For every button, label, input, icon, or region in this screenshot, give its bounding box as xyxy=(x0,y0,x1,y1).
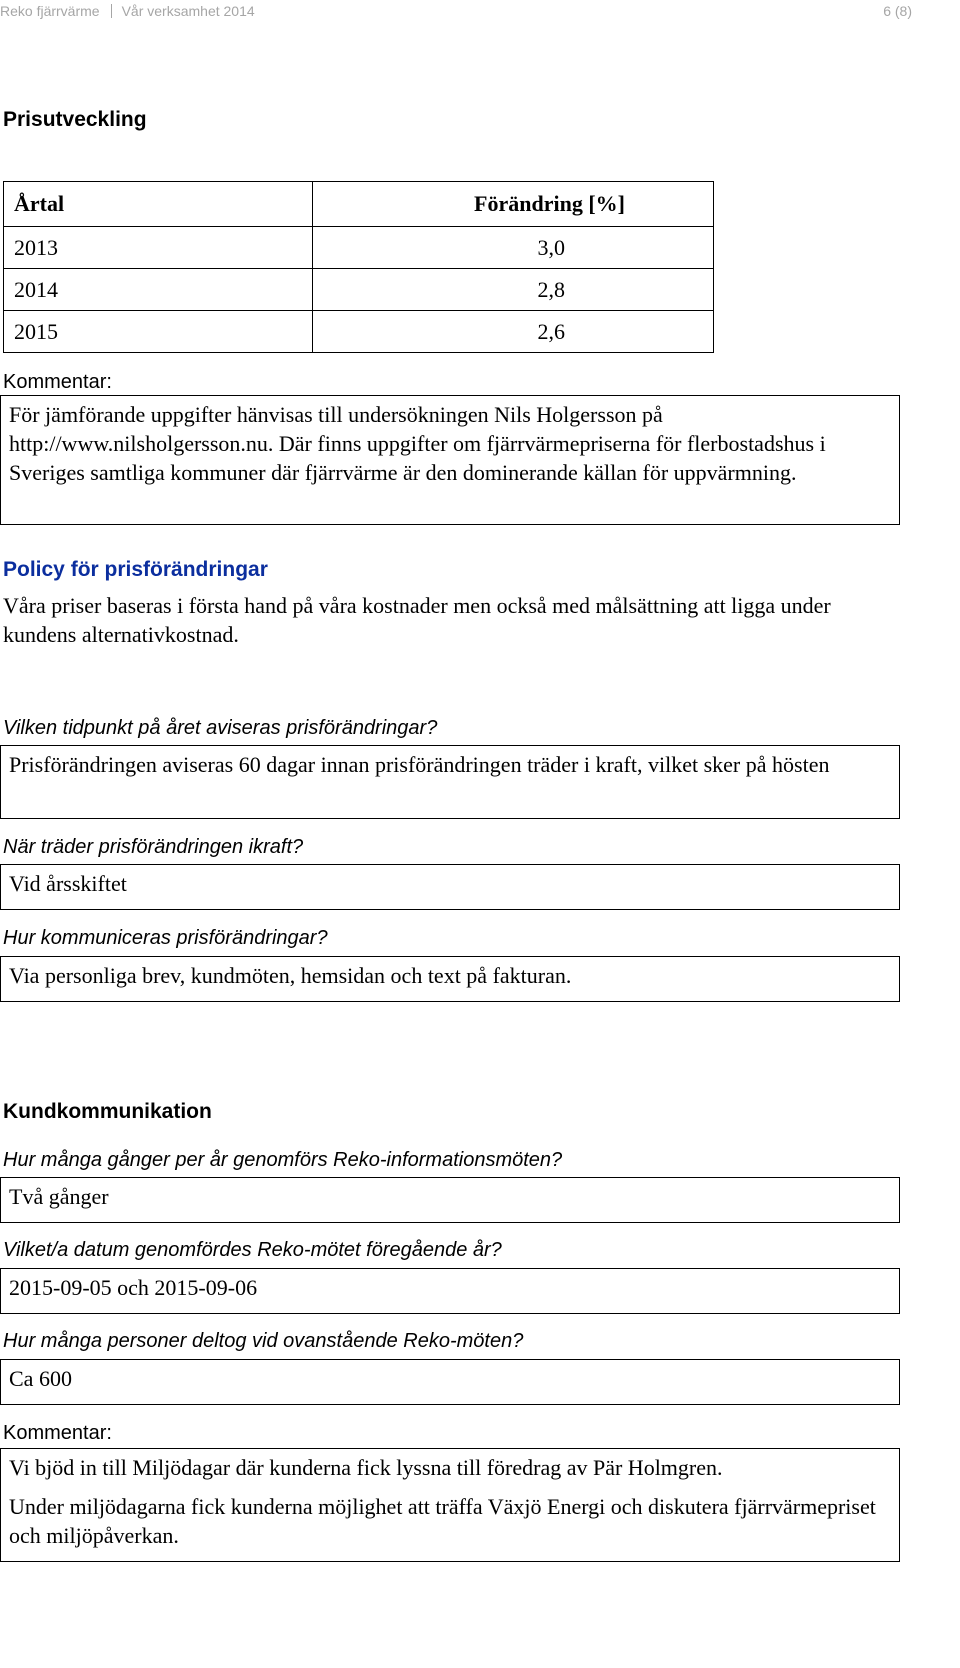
section-heading-prisutveckling: Prisutveckling xyxy=(3,108,147,131)
answer-box-attendance xyxy=(0,1359,900,1405)
answer-text: Ca 600 xyxy=(9,1366,72,1391)
section-heading-policy: Policy för prisförändringar xyxy=(3,558,268,581)
question-attendance: Hur många personer deltog vid ovanstående Reko-möten? xyxy=(3,1330,524,1352)
column-header-year: Årtal xyxy=(4,182,313,227)
cell-change: 2,6 xyxy=(313,311,714,353)
cell-year: 2014 xyxy=(4,269,313,311)
question-meeting-dates: Vilket/a datum genomfördes Reko-mötet föregående år? xyxy=(3,1239,502,1261)
section-heading-kundkommunikation: Kundkommunikation xyxy=(3,1100,212,1123)
table-header-row xyxy=(4,182,714,227)
question-meetings-per-year: Hur många gånger per år genomförs Reko-informationsmöten? xyxy=(3,1149,563,1171)
header-company: Reko fjärrvärme xyxy=(0,3,100,19)
page-header xyxy=(0,3,255,19)
page-number: 6 (8) xyxy=(883,3,912,19)
comment-label: Kommentar: xyxy=(3,371,112,393)
comment-text: För jämförande uppgifter hänvisas till undersökningen Nils Holgersson på http://www.nilsholgersson.nu. Där finns uppgifter om fjärrvärmepriserna för flerbostadshus i Sveriges samtliga kommuner där fjärrvärme är den dominerande källan för uppvärmning. xyxy=(9,402,826,485)
answer-box-communication xyxy=(0,956,900,1002)
table-row xyxy=(4,269,714,311)
question-effective-date: När träder prisförändringen ikraft? xyxy=(3,836,304,858)
cell-year: 2015 xyxy=(4,311,313,353)
answer-text: Vid årsskiftet xyxy=(9,871,127,896)
answer-text: 2015-09-05 och 2015-09-06 xyxy=(9,1275,258,1300)
answer-box-meeting-dates xyxy=(0,1268,900,1314)
policy-text: Våra priser baseras i första hand på våra kostnader men också med målsättning att ligga under kundens alternativkostnad. xyxy=(3,593,831,647)
question-notice-time: Vilken tidpunkt på året aviseras prisförändringar? xyxy=(3,717,438,739)
comment-box-price xyxy=(0,395,900,525)
cell-change: 2,8 xyxy=(313,269,714,311)
question-communication: Hur kommuniceras prisförändringar? xyxy=(3,927,328,949)
answer-box-effective-date xyxy=(0,864,900,910)
column-header-change: Förändring [%] xyxy=(313,182,714,227)
answer-text: Två gånger xyxy=(9,1184,109,1209)
answer-text: Via personliga brev, kundmöten, hemsidan och text på fakturan. xyxy=(9,963,572,988)
answer-text: Prisförändringen aviseras 60 dagar innan prisförändringen träder i kraft, vilket sker på hösten xyxy=(9,752,830,777)
answer-box-notice-time xyxy=(0,745,900,819)
comment-box-customer xyxy=(0,1448,900,1562)
cell-change: 3,0 xyxy=(313,227,714,269)
comment-paragraph-2: Under miljödagarna fick kunderna möjlighet att träffa Växjö Energi och diskutera fjärrvärmepriset och miljöpåverkan. xyxy=(9,1494,876,1548)
cell-year: 2013 xyxy=(4,227,313,269)
price-change-table xyxy=(3,181,714,353)
table-row xyxy=(4,227,714,269)
header-divider xyxy=(111,4,112,18)
table-row xyxy=(4,311,714,353)
comment-label: Kommentar: xyxy=(3,1422,112,1444)
header-section: Vår verksamhet 2014 xyxy=(121,3,255,19)
answer-box-meetings-per-year xyxy=(0,1177,900,1223)
comment-paragraph-1: Vi bjöd in till Miljödagar där kunderna fick lyssna till föredrag av Pär Holmgren. xyxy=(9,1455,723,1480)
